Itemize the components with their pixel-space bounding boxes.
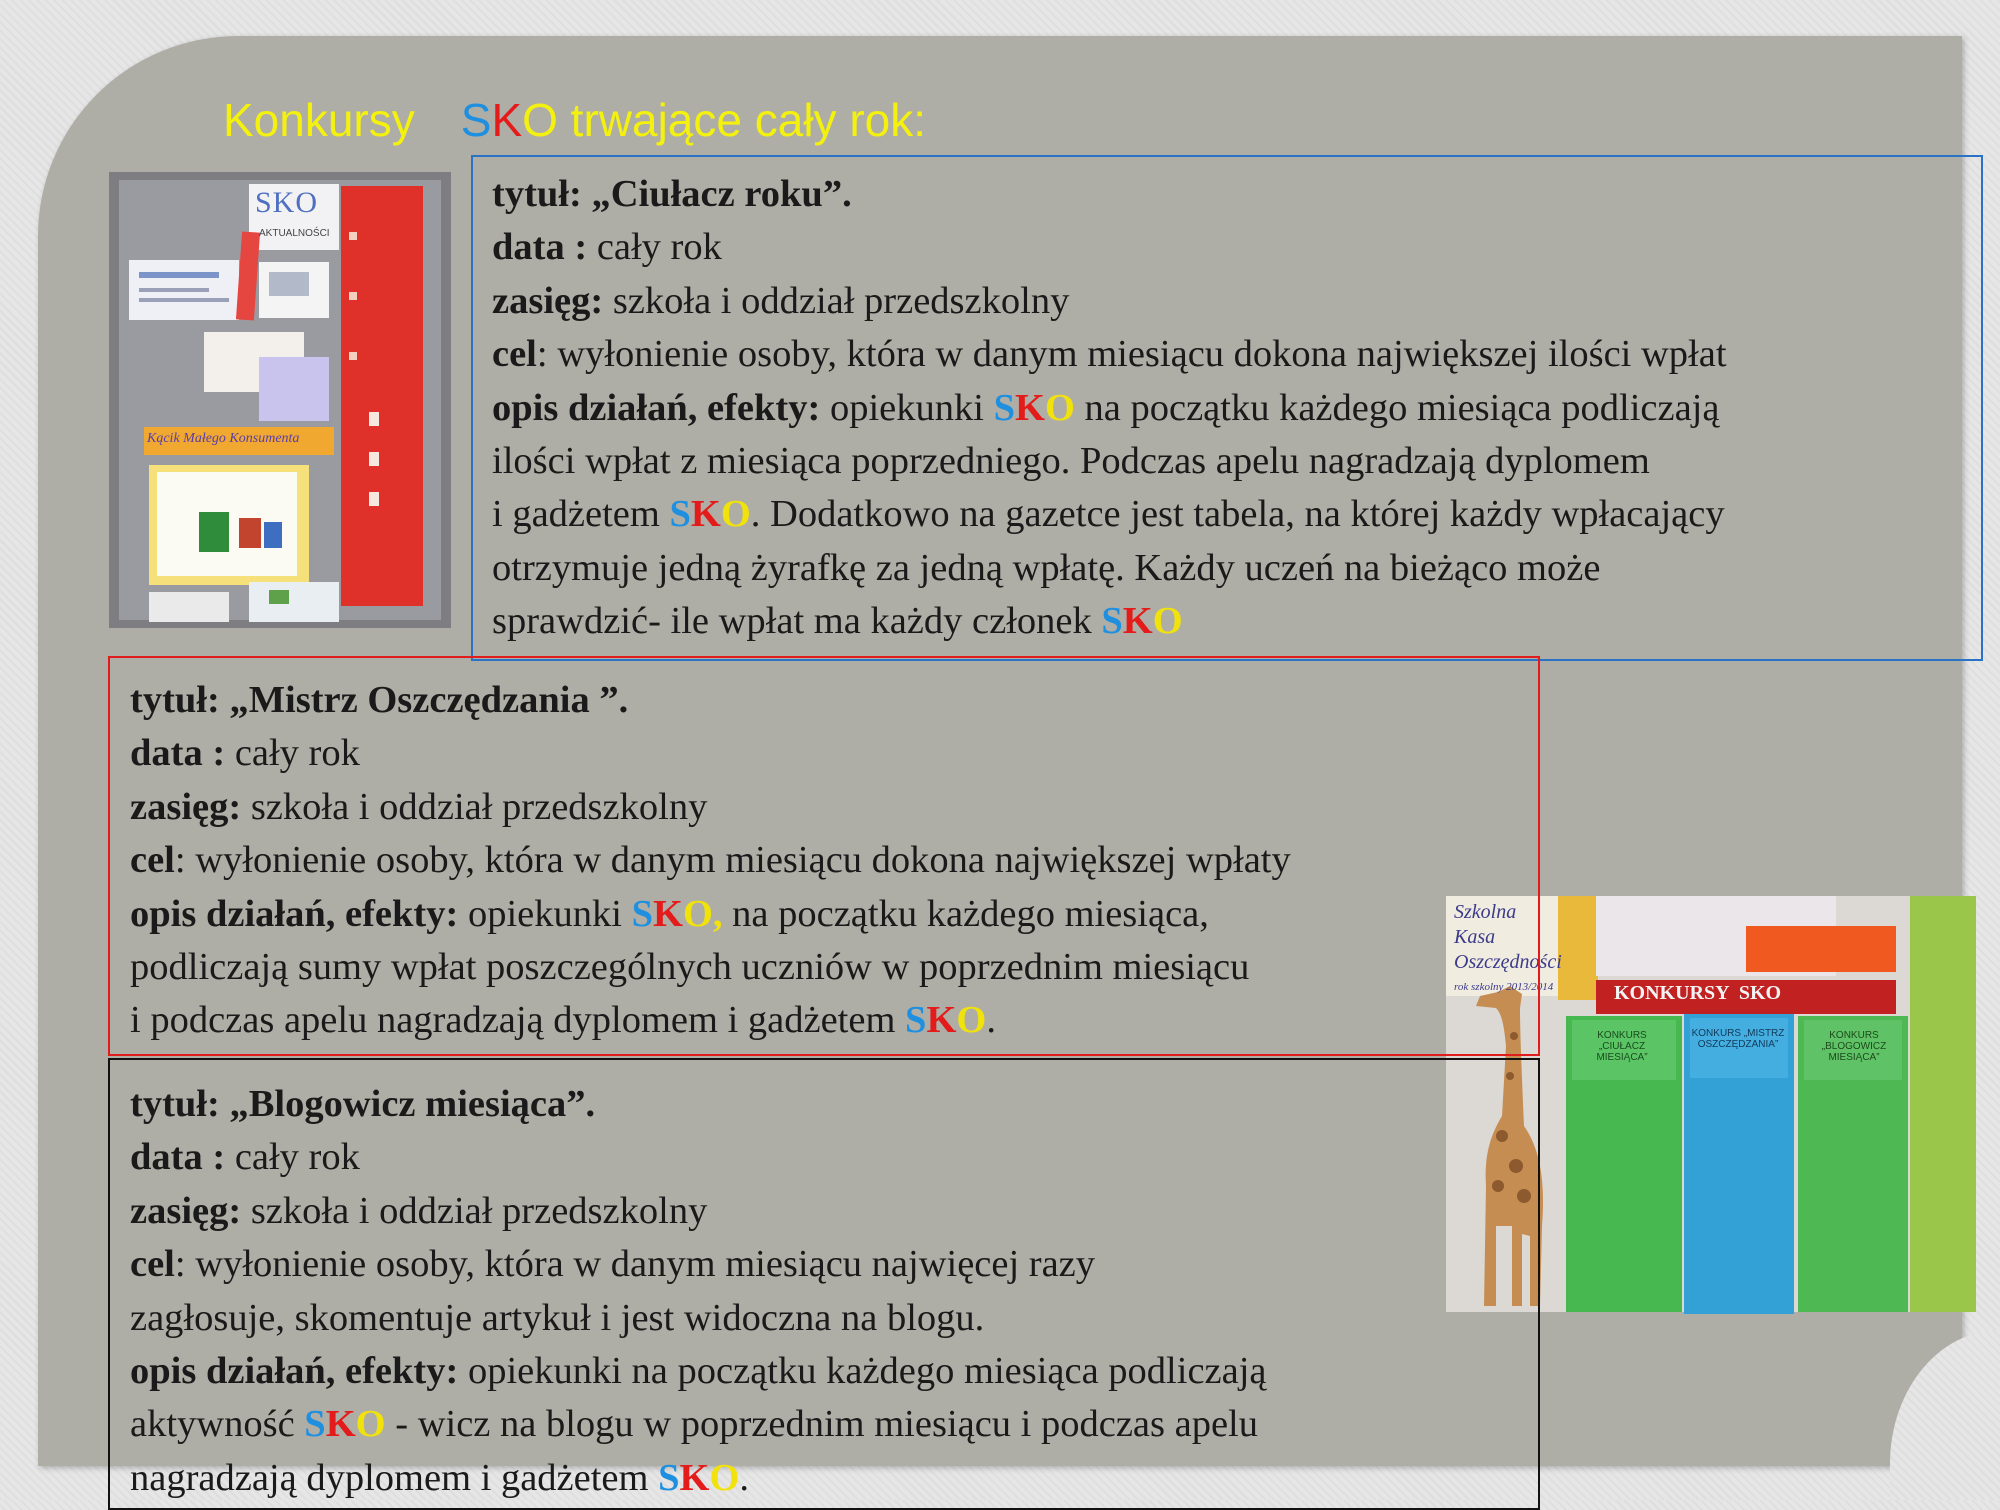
logo-line3: Oszczędności	[1454, 951, 1562, 973]
desc-label: opis działań, efekty:	[130, 892, 459, 935]
heading-konkursy: Konkursy	[223, 94, 415, 146]
contest-title: „Ciułacz roku”.	[591, 173, 852, 215]
sko-mark	[994, 387, 1075, 429]
date-value: cały rok	[225, 732, 360, 775]
contest-mistrz-oszczedzania	[108, 656, 1540, 1056]
scope-label: zasięg:	[130, 785, 242, 828]
sko-s: S	[304, 1403, 326, 1446]
bulletin-board-illustration	[109, 172, 451, 628]
contest-ciulacz-roku	[471, 155, 1983, 661]
sko-k: K	[679, 1456, 710, 1499]
sko-k: K	[1014, 386, 1045, 429]
title-label: tytuł:	[130, 679, 230, 721]
date-label: data :	[130, 732, 226, 775]
sko-mark	[1101, 600, 1182, 642]
contest-title: „Blogowicz miesiąca”.	[229, 1083, 596, 1125]
sko-o: O	[355, 1403, 386, 1446]
poster-banner: KONKURSY SKO	[1614, 982, 1782, 1004]
desc-text: .	[739, 1456, 750, 1499]
bulletin-board-photo	[109, 172, 451, 628]
desc-label: opis działań, efekty:	[130, 1350, 459, 1393]
contest-blogowicz-miesiaca	[108, 1058, 1540, 1510]
goal-value: : wyłonienie osoby, która w danym miesiącu dokona największej ilości wpłat	[536, 333, 1727, 376]
sko-s: S	[658, 1456, 680, 1499]
sko-s: S	[993, 386, 1015, 429]
desc-text: na początku każdego miesiąca,	[722, 892, 1209, 935]
poster-col2: KONKURS „MISTRZ OSZCZĘDZANIA”	[1691, 1028, 1785, 1050]
desc-text: podliczają sumy wpłat poszczególnych uczniów w poprzednim miesiącu	[130, 946, 1250, 989]
sko-s: S	[669, 493, 691, 536]
sko-k: K	[926, 999, 957, 1042]
scope-value: szkoła i oddział przedszkolny	[241, 785, 708, 828]
sko-o: O	[709, 1456, 740, 1499]
title-label: tytuł:	[130, 1083, 230, 1125]
sko-o: O	[1044, 386, 1075, 429]
desc-label: opis działań, efekty:	[492, 386, 821, 429]
desc-text: .	[986, 999, 996, 1042]
desc-text: - wicz na blogu w poprzednim miesiącu i podczas apelu	[385, 1403, 1259, 1446]
desc-text: otrzymuje jedną żyrafkę za jedną wpłatę. Każdy uczeń na bieżąco może	[492, 546, 1601, 589]
slide	[38, 36, 1962, 1499]
date-value: cały rok	[225, 1136, 360, 1179]
sko-mark	[905, 999, 986, 1041]
sko-mark	[304, 1403, 385, 1445]
goal-label: cel	[492, 333, 537, 376]
sko-mark	[658, 1457, 739, 1499]
date-value: cały rok	[587, 226, 722, 269]
goal-label: cel	[130, 839, 175, 882]
desc-text: opiekunki	[458, 892, 632, 935]
sko-k: K	[325, 1403, 356, 1446]
desc-text: nagradzają dyplomem i gadżetem	[130, 1456, 659, 1499]
sko-o: O	[956, 999, 987, 1042]
scope-value: szkoła i oddział przedszkolny	[241, 1189, 708, 1232]
desc-text: sprawdzić- ile wpłat ma każdy członek	[492, 600, 1102, 643]
heading-rest: O trwające cały rok:	[522, 94, 927, 146]
desc-text: ilości wpłat z miesiąca poprzedniego. Podczas apelu nagradzają dyplomem	[492, 440, 1650, 483]
logo-line1: Szkolna	[1454, 901, 1517, 923]
sko-k: K	[690, 493, 721, 536]
date-label: data :	[130, 1136, 226, 1179]
desc-text: i gadżetem	[492, 493, 670, 536]
sko-o: O	[1152, 600, 1183, 643]
goal-value-cont: zagłosuje, skomentuje artykuł i jest widoczna na blogu.	[130, 1296, 985, 1339]
board-banner: Kącik Małego Konsumenta	[147, 431, 300, 446]
scope-value: szkoła i oddział przedszkolny	[603, 279, 1070, 322]
goal-value: : wyłonienie osoby, która w danym miesiącu najwięcej razy	[174, 1243, 1096, 1286]
sko-mark	[669, 493, 750, 535]
sko-o: O,	[682, 892, 723, 935]
poster-col3: KONKURS „BLOGOWICZ MIESIĄCA”	[1821, 1030, 1887, 1063]
sko-mark	[632, 893, 723, 935]
slide-heading	[223, 88, 926, 152]
desc-text: na początku każdego miesiąca podliczają	[1074, 386, 1720, 429]
desc-text: opiekunki	[820, 386, 994, 429]
sko-s: S	[905, 999, 927, 1042]
title-label: tytuł:	[492, 173, 592, 215]
logo-line2: Kasa	[1454, 926, 1496, 948]
desc-text: i podczas apelu nagradzają dyplomem i gadżetem	[130, 999, 906, 1042]
board-subtitle: AKTUALNOŚCI	[259, 228, 330, 239]
poster-col1: KONKURS „CIUŁACZ MIESIĄCA”	[1596, 1030, 1648, 1063]
heading-k: K	[491, 94, 523, 146]
scope-label: zasięg:	[130, 1189, 242, 1232]
scope-label: zasięg:	[492, 279, 604, 322]
goal-label: cel	[130, 1243, 175, 1286]
sko-s: S	[631, 892, 653, 935]
desc-text: aktywność	[130, 1403, 305, 1446]
sko-o: O	[720, 493, 751, 536]
goal-value: : wyłonienie osoby, która w danym miesiącu dokona największej wpłaty	[174, 839, 1291, 882]
contest-title: „Mistrz Oszczędzania ”.	[229, 679, 629, 721]
desc-text: . Dodatkowo na gazetce jest tabela, na której każdy wpłacający	[750, 493, 1725, 536]
sko-k: K	[652, 892, 683, 935]
sko-s: S	[1101, 600, 1123, 643]
sko-k: K	[1122, 600, 1153, 643]
logo-year: rok szkolny 2013/2014	[1454, 981, 1554, 993]
date-label: data :	[492, 226, 588, 269]
board-title: SKO	[255, 186, 319, 219]
heading-s: S	[460, 94, 492, 146]
desc-text: opiekunki na początku każdego miesiąca podliczają	[458, 1350, 1267, 1393]
